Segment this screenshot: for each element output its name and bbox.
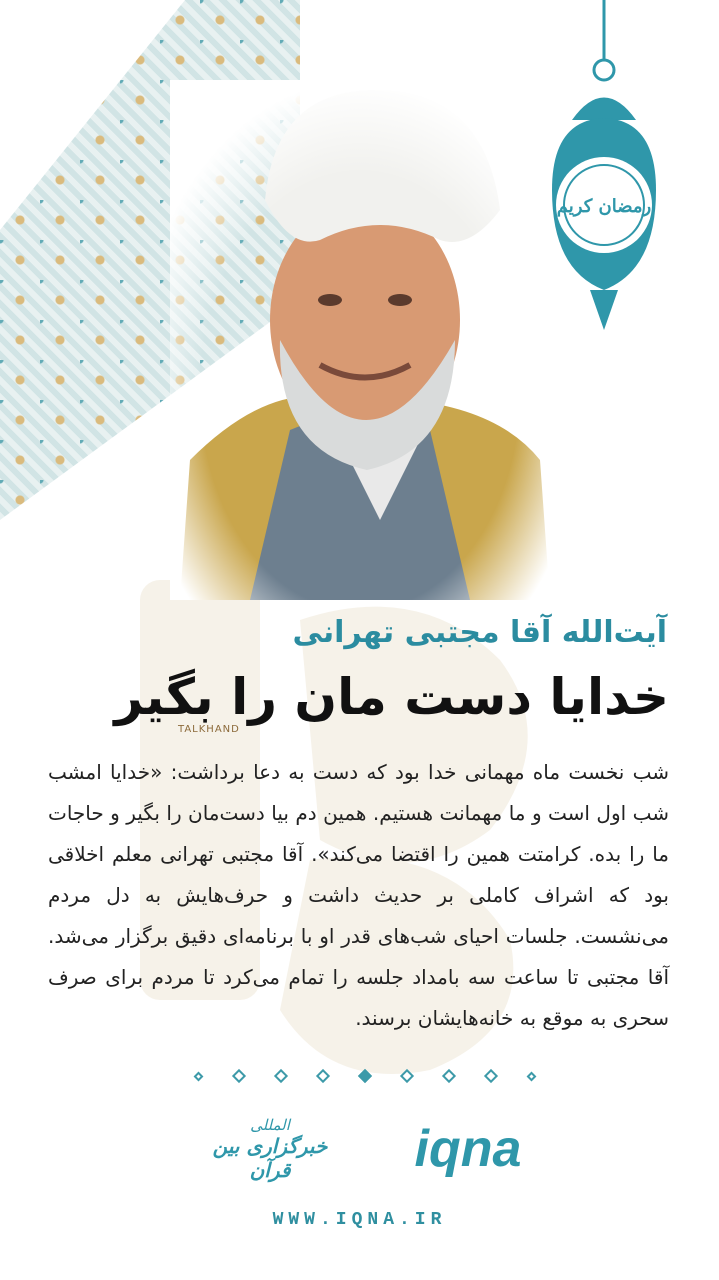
divider-dot (358, 1069, 372, 1083)
badge-text: رمضان کریم (556, 196, 652, 217)
body-paragraph: شب نخست ماه مهمانی خدا بود که دست به دعا برداشت: «خدایا امشب شب اول است و ما مهمانت هستیم. همین دم بیا دست‌مان را بگیر و حاجات ما را بده. کرامتت همین را اقتضا می‌کند». آقا مجتبی تهرانی معلم اخلاقی بود که اشراف کاملی بر حدیث داشت و حرف‌هایش به دل مردم می‌نشست. جلسات احیای شب‌های قدر او با برنامه‌ای دقیق برگزار می‌شد. آقا مجتبی تا ساعت سه بامداد جلسه را تمام می‌کرد تا مردم برای صرف سحری به موقع به خانه‌هایشان برسند. (48, 760, 669, 1030)
decorative-divider (195, 1066, 535, 1086)
divider-dot (232, 1069, 246, 1083)
portrait-image (170, 80, 550, 600)
divider-dot (274, 1069, 288, 1083)
agency-logo-line2: خبرگزاری بین قرآن (212, 1134, 328, 1182)
iqna-logo-text: iqna (414, 1120, 522, 1178)
artist-signature: TALKHAND (178, 724, 240, 735)
divider-dot (400, 1069, 414, 1083)
iqna-logo (402, 1118, 534, 1178)
person-name: آیت‌الله آقا مجتبی تهرانی (292, 615, 667, 650)
divider-dot (194, 1071, 204, 1081)
lantern-icon (542, 0, 682, 340)
agency-logo-line1: المللی (250, 1116, 290, 1134)
divider-dot (484, 1069, 498, 1083)
headline: خدایا دست مان را بگیر (114, 668, 669, 726)
divider-dot (527, 1071, 537, 1081)
divider-dot (442, 1069, 456, 1083)
agency-logo (190, 1116, 350, 1186)
divider-dot (316, 1069, 330, 1083)
website-url[interactable]: WWW.IQNA.IR (272, 1210, 447, 1230)
